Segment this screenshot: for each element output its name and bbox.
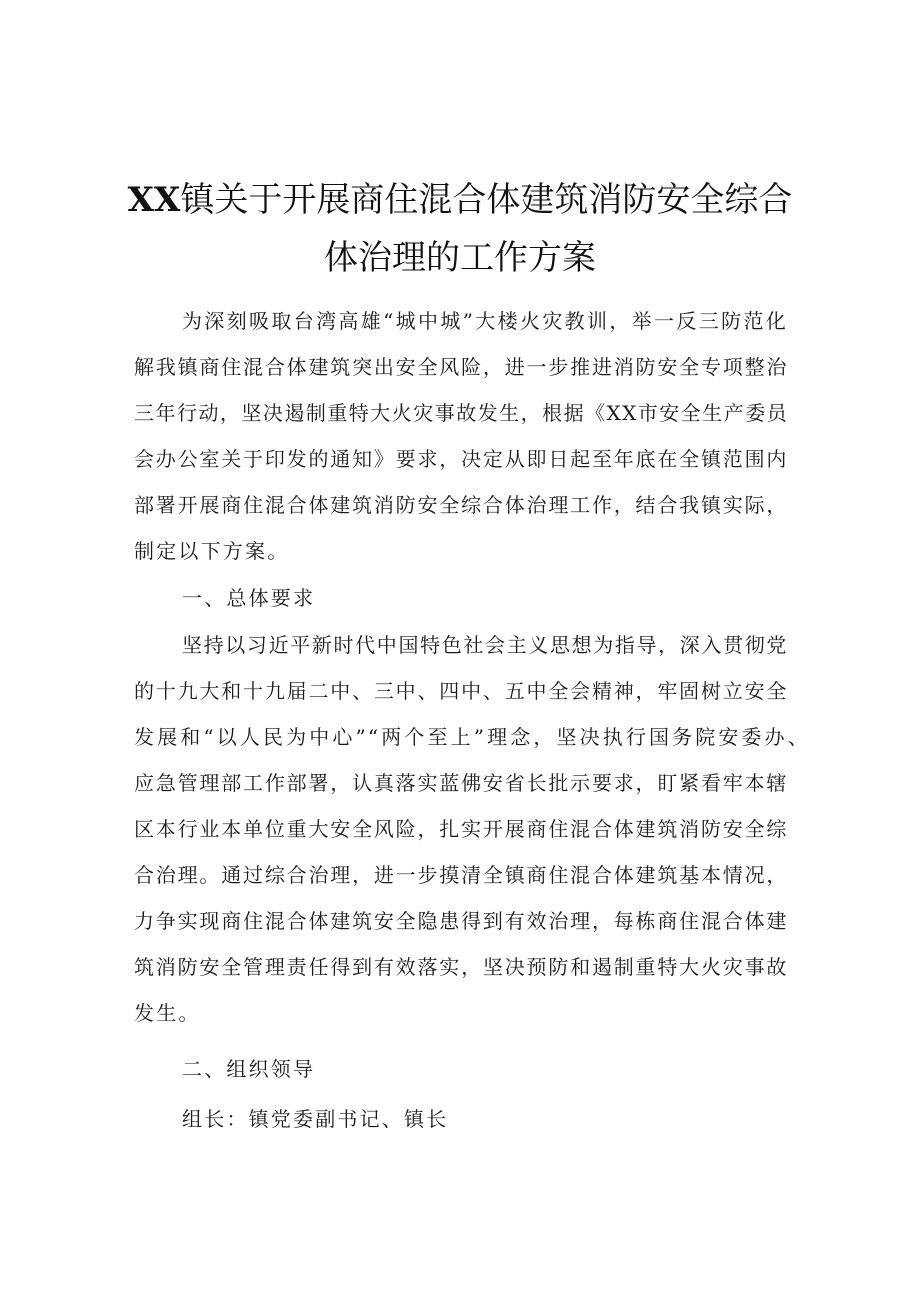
title-xx-prefix: XX — [127, 180, 181, 220]
section1-line: 坚持以习近平新时代中国特色社会主义思想为指导，深入贯彻党 — [182, 633, 788, 657]
intro-line: 制定以下方案。 — [134, 539, 290, 563]
section-heading-organization: 二、组织领导 — [182, 1057, 316, 1081]
section1-line: 合治理。通过综合治理，进一步摸清全镇商住混合体建筑基本情况， — [134, 863, 788, 887]
section1-line: 区本行业本单位重大安全风险，扎实开展商住混合体建筑消防安全综 — [134, 817, 788, 841]
section1-line: 力争实现商住混合体建筑安全隐患得到有效治理，每栋商住混合体建 — [134, 909, 788, 933]
intro-line: 为深刻吸取台湾高雄“城中城”大楼火灾教训，举一反三防范化 — [182, 309, 788, 333]
title-line-1-text: 镇关于开展商住混合体建筑消防安全综合 — [180, 180, 793, 220]
section1-line: 发生。 — [134, 1001, 201, 1025]
intro-line: 三年行动，坚决遏制重特大火灾事故发生，根据《XX市安全生产委员 — [134, 401, 788, 425]
document-title-line-2: 体治理的工作方案 — [324, 238, 596, 278]
section2-item: 组长：镇党委副书记、镇长 — [182, 1107, 449, 1131]
section1-line: 发展和“以人民为中心”“两个至上”理念，坚决执行国务院安委办、 — [134, 725, 810, 749]
section1-line: 的十九大和十九届二中、三中、四中、五中全会精神，牢固树立安全 — [134, 679, 788, 703]
intro-line: 解我镇商住混合体建筑突出安全风险，进一步推进消防安全专项整治 — [134, 355, 788, 379]
section1-line: 应急管理部工作部署，认真落实蓝佛安省长批示要求，盯紧看牢本辖 — [134, 771, 788, 795]
document-title-line-1 — [100, 172, 820, 221]
section-heading-overall-requirements: 一、总体要求 — [182, 586, 316, 610]
section1-line: 筑消防安全管理责任得到有效落实，坚决预防和遏制重特大火灾事故 — [134, 955, 788, 979]
intro-line: 会办公室关于印发的通知》要求，决定从即日起至年底在全镇范围内 — [134, 447, 788, 471]
intro-line: 部署开展商住混合体建筑消防安全综合体治理工作，结合我镇实际， — [134, 493, 788, 517]
